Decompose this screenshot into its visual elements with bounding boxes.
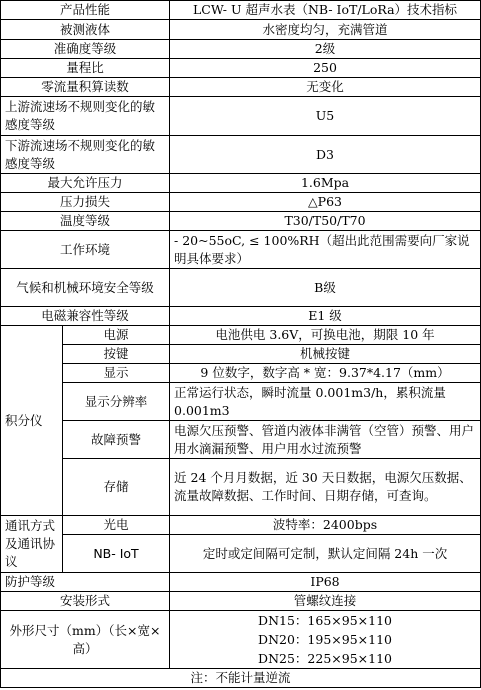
table-row: [1, 231, 481, 269]
row-label: 准确度等级: [1, 40, 170, 59]
sub-value: 近 24 个月月数据，近 30 天日数据，电源欠压数据、流量故障数据、工作时间、日期存储，可查询。: [170, 459, 481, 516]
table-row: [1, 364, 481, 383]
sub-label: 光电: [63, 516, 170, 535]
row-label: 温度等级: [1, 212, 170, 231]
row-value: U5: [170, 97, 481, 136]
table-row: [1, 421, 481, 459]
row-value: IP68: [170, 573, 481, 592]
row-value: 250: [170, 59, 481, 78]
row-value: 1.6Mpa: [170, 174, 481, 193]
row-value: B级: [170, 269, 481, 307]
sub-label: NB- IoT: [63, 535, 170, 573]
dims-values: [170, 611, 481, 669]
header-title: LCW- U 超声水表（NB- IoT/LoRa）技术指标: [170, 1, 481, 20]
table-row: [1, 78, 481, 97]
row-label: 被测液体: [1, 20, 170, 40]
row-value: - 20~55oC, ≤ 100%RH（超出此范围需要向厂家说明具体要求）: [170, 231, 481, 269]
row-label: 压力损失: [1, 193, 170, 212]
row-label: 防护等级: [1, 573, 170, 592]
row-value: △P63: [170, 193, 481, 212]
note: 注：不能计量逆流: [1, 669, 481, 688]
sub-value: 9 位数字，数字高 * 宽：9.37*4.17（mm）: [170, 364, 481, 383]
sub-label: 按键: [63, 345, 170, 364]
table-row: [1, 459, 481, 516]
row-value: T30/T50/T70: [170, 212, 481, 231]
row-label: 零流量积算读数: [1, 78, 170, 97]
sub-value: 波特率：2400bps: [170, 516, 481, 535]
table-row: [1, 516, 481, 535]
table-row: [1, 59, 481, 78]
dims-value: DN25：225×95×110: [258, 650, 392, 666]
row-value: 2级: [170, 40, 481, 59]
table-row: [1, 136, 481, 174]
table-row: [1, 212, 481, 231]
table-row: [1, 40, 481, 59]
row-value: 管螺纹连接: [170, 592, 481, 611]
table-row: [1, 307, 481, 326]
row-value: 无变化: [170, 78, 481, 97]
sub-label: 电源: [63, 326, 170, 345]
row-value: D3: [170, 136, 481, 174]
table-row: [1, 592, 481, 611]
table-row: [1, 20, 481, 40]
table-row: [1, 535, 481, 573]
table-header-row: [1, 1, 481, 20]
dims-value: DN15：165×95×110: [258, 612, 392, 628]
table-row: [1, 669, 481, 688]
sub-value: 电池供电 3.6V，可换电池，期限 10 年: [170, 326, 481, 345]
integrator-label: 积分仪: [1, 326, 63, 516]
sub-label: 故障预警: [63, 421, 170, 459]
comm-label: 通讯方式及通讯协议: [1, 516, 63, 573]
sub-value: 电源欠压预警、管道内液体非满管（空管）预警、用户用水滴漏预警、用户用水过流预警: [170, 421, 481, 459]
dims-label: 外形尺寸（mm）（长×宽×高）: [1, 611, 170, 669]
sub-value: 机械按键: [170, 345, 481, 364]
table-row: [1, 383, 481, 421]
row-value: 水密度均匀，充满管道: [170, 20, 481, 40]
sub-label: 显示: [63, 364, 170, 383]
sub-label: 显示分辨率: [63, 383, 170, 421]
row-label: 下游流速场不规则变化的敏感度等级: [1, 136, 170, 174]
table-row: [1, 345, 481, 364]
row-label: 量程比: [1, 59, 170, 78]
sub-value: 正常运行状态，瞬时流量 0.001m3/h，累积流量 0.001m3: [170, 383, 481, 421]
row-label: 工作环境: [1, 231, 170, 269]
sub-value: 定时或定间隔可定制，默认定间隔 24h 一次: [170, 535, 481, 573]
table-row: [1, 573, 481, 592]
table-row: [1, 611, 481, 669]
table-row: [1, 174, 481, 193]
row-label: 最大允许压力: [1, 174, 170, 193]
table-row: [1, 97, 481, 136]
row-value: E1 级: [170, 307, 481, 326]
table-row: [1, 326, 481, 345]
table-row: [1, 269, 481, 307]
table-row: [1, 193, 481, 212]
header-label: 产品性能: [1, 1, 170, 20]
sub-label: 存储: [63, 459, 170, 516]
row-label: 电磁兼容性等级: [1, 307, 170, 326]
row-label: 气候和机械环境安全等级: [1, 269, 170, 307]
dims-value: DN20：195×95×110: [258, 631, 392, 647]
row-label: 上游流速场不规则变化的敏感度等级: [1, 97, 170, 136]
row-label: 安装形式: [1, 592, 170, 611]
